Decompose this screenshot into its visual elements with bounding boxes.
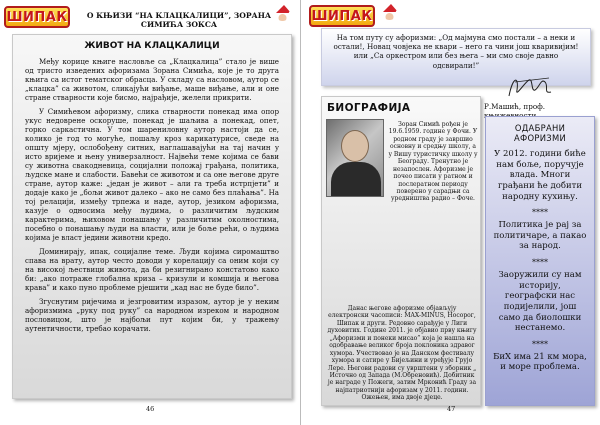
aphorism: БиХ има 21 км мора, и море проблема. (493, 351, 587, 373)
biography-title: БИОГРАФИЈА (327, 102, 411, 114)
signature (505, 72, 555, 102)
article-header: О КЊИЗИ “НА КЛАЦКАЛИЦИ”, ЗОРАНА СИМИЋА ЗОКСА (86, 11, 272, 30)
aphorism: Политика је рај за политичаре, а пакао за народ. (493, 220, 587, 252)
article-panel (12, 34, 292, 399)
paragraph: Међу корице књиге насловље са „Клацкалица” стало је више од тристо изведених афоризама Зорана Симића, које је то друга књига са истог тематског обрасца. У складу са насловом, аутор се „клацка” са животом, сликајући виђање, маше виђање, али и оне стране стварности које бисмо, најрађије, желели прикрити. (25, 57, 279, 102)
santa-icon (379, 3, 401, 25)
aphorism: Заоружили су нам историју, географски нас подијелили, још само да биолошки нестанемо. (498, 270, 582, 334)
biography-intro: Зоран Симић рођен је 19.6.1959. године у Фочи. У родном граду је завршио основну и средњу школу, а у Вишу туристичку школу у Београду. Тренутно је незапослен. Афоризме је почео писати у ратном и послератном периоду поверено у сарадњи са уредништва радио – Фоче. (388, 121, 478, 203)
biography-panel (321, 96, 481, 406)
separator: **** (532, 339, 548, 349)
aphorisms-panel (485, 116, 595, 406)
separator: **** (532, 258, 548, 267)
sipak-logo: ШИПАК (309, 5, 375, 27)
signature-caption: Р.Машић, проф. (484, 102, 546, 111)
paragraph: У Симићевом афоризму, слика стварности понекад има опор укус недоврене оскоруше, понекад је шаљива а понекад, опет, горко саркастична. У том шарениловну аутор настоји да се, колико је год то могуће, пошаљу кроз карикатурисе, сведе на општу мјеру, ослобођену ситних, наглашавајући на тај начин у исто вријеме и њену универзалност. Највећи теме којима се бави су животна свакодневица, социјални положај грађана, политика, људске мане и слабости. Бавећи се животом и са оне његове друге стране, аутор каже: „један је живот – али га треба истрпјети” и додаје како је „бољи живот далеко – ако не само без плаћања”. На тој релацији, између трпежа и наде, аутор, језиком афоризма, казује о односима међу људима, о различитим људским карактерима, њиховом понашању у различитим околностима, посебно о понашању људи на власти, или је боље рећи, о људима којима је власт једини животни кредо. (25, 107, 279, 242)
page-number: 46 (146, 405, 155, 413)
page-number: 47 (447, 405, 456, 413)
quote-text: На том путу су афоризми: „Од мајмуна смо постали – а неки и остали!, Новац човјека не квари – него га чини још кваривијим! или „Са оркестром или без њега – ми смо своје давно одсвирали!” (333, 33, 579, 70)
right-page (300, 0, 600, 425)
sipak-logo: ШИПАК (4, 6, 70, 28)
author-photo (326, 119, 384, 197)
aphorisms-title: ОДАБРАНИ АФОРИЗМИ (513, 123, 567, 143)
paragraph: Згуснутим ријечима и језгровитим изразом, аутор је у неким афоризмима „руку под руку” са народном изреком и народном пословицом, што је најбољи пут којим би, у тражењу аутентичности, требао корачати. (25, 297, 279, 333)
santa-icon (272, 4, 294, 26)
biography-text: Данас његове афоризме објављују електронски часописи: MAX-MINUS, Носорог, Шипак и други. Редовно сарађује у Лиги духовитих. Године 2011. је објавио прву књигу „Афоризми и понеки мисао” која је нашла на одобравање великог броја поклоника здравог хумора. Учествовао је на Данском фестивалу хумора и сатире у Бијељини и уређује Грујо Лере. Његови радови су уврштени у зборник „ Источно од Запада (М.Обреновић). Добитник је награде у Пожеги, затим Мрконић Граду за најпатриотнији афоризам у 2011. години. Ожењен, има двоје дјеце. (327, 305, 477, 402)
article-title: ЖИВОТ НА КЛАЦКАЛИЦИ (84, 41, 220, 51)
aphorism: У 2012. години биће нам боље, поручује влада. Многи грађани ће добити народну кухињу. (494, 149, 586, 202)
separator: **** (532, 208, 548, 218)
paragraph: Доминирају, ипак, социјалне теме. Људи којима сиромаштво спава на врату, аутор често доводи у корелацију са оним који су на високој љествици живота, да би резигнирано констатово како би: „ако потраже глобална криза – кризули и комшија и његова крава” и како пуно проблеме рјешити „кад нас не буде било”. (25, 247, 279, 292)
